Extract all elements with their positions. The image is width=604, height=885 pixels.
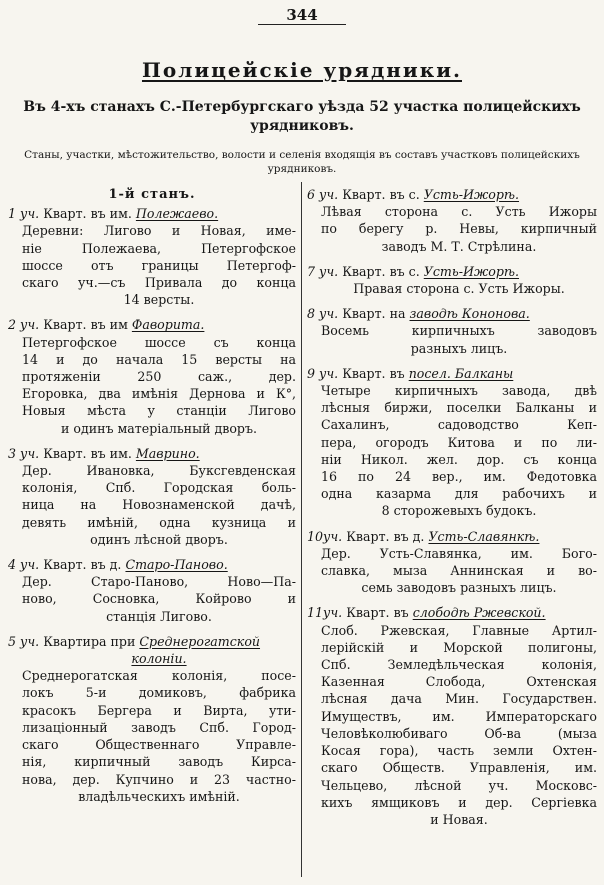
precinct-heading xyxy=(307,263,597,280)
precinct-number: 3 уч. xyxy=(8,445,40,461)
precinct-text-line: Человѣколюбиваго Об-ва (мыза xyxy=(321,725,597,741)
precinct-entry xyxy=(8,633,296,805)
quarters-place: Усть-Ижорѣ. xyxy=(423,263,520,279)
precinct-text-line: одинъ лѣсной дворъ. xyxy=(90,531,228,547)
quarters-place: посел. Балканы xyxy=(408,365,514,381)
contents-note: Станы, участки, мѣстожительство, волости и селенія входящія въ составъ участковъ полицейскихъ урядниковъ. xyxy=(24,149,580,175)
precinct-text-line: ново, Сосновка, Койрово и xyxy=(22,591,296,607)
precinct-text-line: Лѣвая сторона с. Усть Ижоры xyxy=(321,204,597,220)
precinct-text-line: Сахалинъ, садоводство Кеп- xyxy=(321,417,597,433)
precinct-text-line: одна казарма для рабочихъ и xyxy=(321,486,597,502)
stan-title: 1-й станъ. xyxy=(108,187,196,202)
precinct-heading xyxy=(8,556,296,573)
quarters-place: заводѣ Кононова. xyxy=(409,306,530,322)
subtitle: Въ 4-хъ станахъ С.-Петербургскаго уѣзда 52 участка полицейскихъ урядниковъ. xyxy=(23,99,581,134)
precinct-text-line: локъ 5-и домиковъ, фабрика xyxy=(22,685,296,701)
quarters-label: Кварт. на xyxy=(342,306,406,322)
precinct-number: 7 уч. xyxy=(307,263,339,279)
precinct-heading xyxy=(307,305,597,322)
quarters-place: Фаворита. xyxy=(131,317,205,333)
precinct-number: 10уч. xyxy=(307,528,343,544)
precinct-text-line: лѣсныя биржи, поселки Балканы и xyxy=(321,400,597,416)
precinct-text-line: кихъ ямщиковъ и дер. Сергіевка xyxy=(321,794,597,810)
precinct-text-line: Правая сторона с. Усть Ижоры. xyxy=(353,281,565,297)
quarters-place: Среднерогатской xyxy=(139,633,261,649)
page-number-rule xyxy=(258,24,346,25)
precinct-text-line: Имуществъ, им. Императорскаго xyxy=(321,708,597,724)
precinct-heading xyxy=(307,186,597,203)
precinct-text-line: и одинъ матеріальный дворъ. xyxy=(60,420,258,436)
precinct-text-line: Чельцево, лѣсной уч. Московс- xyxy=(321,777,597,793)
precinct-number: 8 уч. xyxy=(307,306,339,322)
precinct-heading xyxy=(307,528,597,545)
quarters-label: Квартира при xyxy=(43,633,136,649)
precinct-text-line: и Новая. xyxy=(430,811,488,827)
precinct-entry xyxy=(8,316,296,436)
precinct-entry xyxy=(307,528,597,597)
quarters-label: Кварт. въ им xyxy=(43,317,128,333)
precinct-number: 1 уч. xyxy=(8,206,40,222)
page-number: 344 xyxy=(286,6,318,24)
precinct-text-line: лизаціонный заводъ Спб. Город- xyxy=(22,719,296,735)
precinct-text-line: нія, кирпичный заводъ Кирса- xyxy=(22,754,296,770)
precinct-number: 5 уч. xyxy=(8,633,40,649)
quarters-place: слободѣ Ржевской. xyxy=(412,605,546,621)
precinct-text-line: Петергофское шоссе съ конца xyxy=(22,334,296,350)
precinct-entry xyxy=(307,263,597,297)
precinct-text-line: разныхъ лицъ. xyxy=(410,340,508,356)
precinct-text-line: скаго Обществ. Управленія, им. xyxy=(321,760,597,776)
precinct-text-line: владѣльческихъ имѣній. xyxy=(78,788,240,804)
precinct-heading xyxy=(307,604,597,621)
quarters-label: Кварт. въ xyxy=(346,605,409,621)
quarters-place: Старо-Паново. xyxy=(125,557,228,573)
precinct-text-line: Егоровка, два имѣнія Дернова и К°, xyxy=(22,386,296,402)
precinct-entry xyxy=(307,186,597,255)
precinct-text-line: Среднерогатская колонія, посе- xyxy=(22,668,296,684)
precinct-text-line: колонія, Спб. Городская боль- xyxy=(22,480,296,496)
right-column xyxy=(307,186,597,836)
precinct-text-line: лѣсная дача Мин. Государствен. xyxy=(321,691,597,707)
precinct-text-line: Деревни: Лигово и Новая, име- xyxy=(22,223,296,239)
precinct-number: 6 уч. xyxy=(307,187,339,202)
precinct-text-line: Казенная Слобода, Охтенская xyxy=(321,674,597,690)
precinct-text-line: ніе Полежаева, Петергофское xyxy=(22,240,296,256)
precinct-text-line: 16 по 24 вер., им. Федотовка xyxy=(321,469,597,485)
left-entries xyxy=(8,205,296,805)
precinct-text-line: заводъ М. Т. Стрѣлина. xyxy=(381,238,537,254)
precinct-text-line: шоссе отъ границы Петергоф- xyxy=(22,257,296,273)
precinct-text-line: лерійскій и Морской полигоны, xyxy=(321,639,597,655)
precinct-heading xyxy=(8,633,296,650)
precinct-text-line: красокъ Бергера и Вирта, ути- xyxy=(22,702,296,718)
left-column xyxy=(8,186,296,813)
precinct-number: 4 уч. xyxy=(8,557,40,573)
quarters-place-continued: колоніи. xyxy=(131,651,187,667)
precinct-text-line: ніи Никол. жел. дор. съ конца xyxy=(321,451,597,467)
quarters-label: Кварт. въ с. xyxy=(342,187,420,202)
quarters-place: Маврино. xyxy=(135,445,200,461)
precinct-text-line: по берегу р. Невы, кирпичный xyxy=(321,221,597,237)
quarters-label: Кварт. въ с. xyxy=(342,263,420,279)
quarters-place: Усть-Ижорѣ. xyxy=(423,187,520,202)
precinct-text-line: Дер. Ивановка, Буксгевденская xyxy=(22,463,296,479)
precinct-number: 2 уч. xyxy=(8,317,40,333)
precinct-heading xyxy=(8,205,296,222)
precinct-text-line: 14 и до начала 15 версты на xyxy=(22,351,296,367)
precinct-text-line: пера, огородъ Китова и по ли- xyxy=(321,434,597,450)
precinct-text-line: нова, дер. Купчино и 23 частно- xyxy=(22,771,296,787)
precinct-text-line: Дер. Усть-Славянка, им. Бого- xyxy=(321,545,597,561)
precinct-text-line: скаго уч.—съ Привала до конца xyxy=(22,275,296,291)
quarters-label: Кварт. въ д. xyxy=(346,528,425,544)
precinct-heading xyxy=(8,445,296,462)
precinct-number: 9 уч. xyxy=(307,365,339,381)
quarters-label: Кварт. въ им. xyxy=(43,445,132,461)
page-title: Полицейскіе урядники. xyxy=(141,58,462,82)
precinct-text-line: Новыя мѣста у станціи Лигово xyxy=(22,403,296,419)
precinct-heading xyxy=(8,316,296,333)
precinct-entry xyxy=(307,365,597,520)
right-entries xyxy=(307,186,597,828)
precinct-text-line: славка, мыза Аннинская и во- xyxy=(321,563,597,579)
precinct-entry xyxy=(8,205,296,308)
precinct-text-line: Слоб. Ржевская, Главные Артил- xyxy=(321,622,597,638)
precinct-text-line: 14 версты. xyxy=(123,292,195,308)
precinct-text-line: Спб. Земледѣльческая колонія, xyxy=(321,657,597,673)
quarters-label: Кварт. въ xyxy=(342,365,405,381)
precinct-text-line: станція Лигово. xyxy=(106,608,212,624)
precinct-text-line: ница на Новознаменской дачѣ, xyxy=(22,497,296,513)
precinct-text-line: скаго Общественнаго Управле- xyxy=(22,737,296,753)
precinct-number: 11уч. xyxy=(307,605,343,621)
precinct-entry xyxy=(8,445,296,548)
precinct-text-line: Четыре кирпичныхъ завода, двѣ xyxy=(321,383,597,399)
precinct-text-line: протяженіи 250 саж., дер. xyxy=(22,369,296,385)
quarters-label: Кварт. въ д. xyxy=(43,557,122,573)
precinct-text-line: Косая гора), часть земли Охтен- xyxy=(321,743,597,759)
precinct-entry xyxy=(307,305,597,357)
column-divider xyxy=(301,182,302,877)
precinct-entry xyxy=(307,604,597,828)
precinct-heading xyxy=(307,365,597,382)
precinct-text-line: девять имѣній, одна кузница и xyxy=(22,514,296,530)
quarters-place: Полежаево. xyxy=(135,206,219,222)
quarters-place: Усть-Славянкѣ. xyxy=(428,528,540,544)
precinct-text-line: семь заводовъ разныхъ лицъ. xyxy=(361,580,557,596)
precinct-entry xyxy=(8,556,296,625)
precinct-text-line: 8 сторожевыхъ будокъ. xyxy=(381,503,537,519)
precinct-text-line: Восемь кирпичныхъ заводовъ xyxy=(321,323,597,339)
precinct-text-line: Дер. Старо-Паново, Ново—Па- xyxy=(22,574,296,590)
quarters-label: Кварт. въ им. xyxy=(43,206,132,222)
